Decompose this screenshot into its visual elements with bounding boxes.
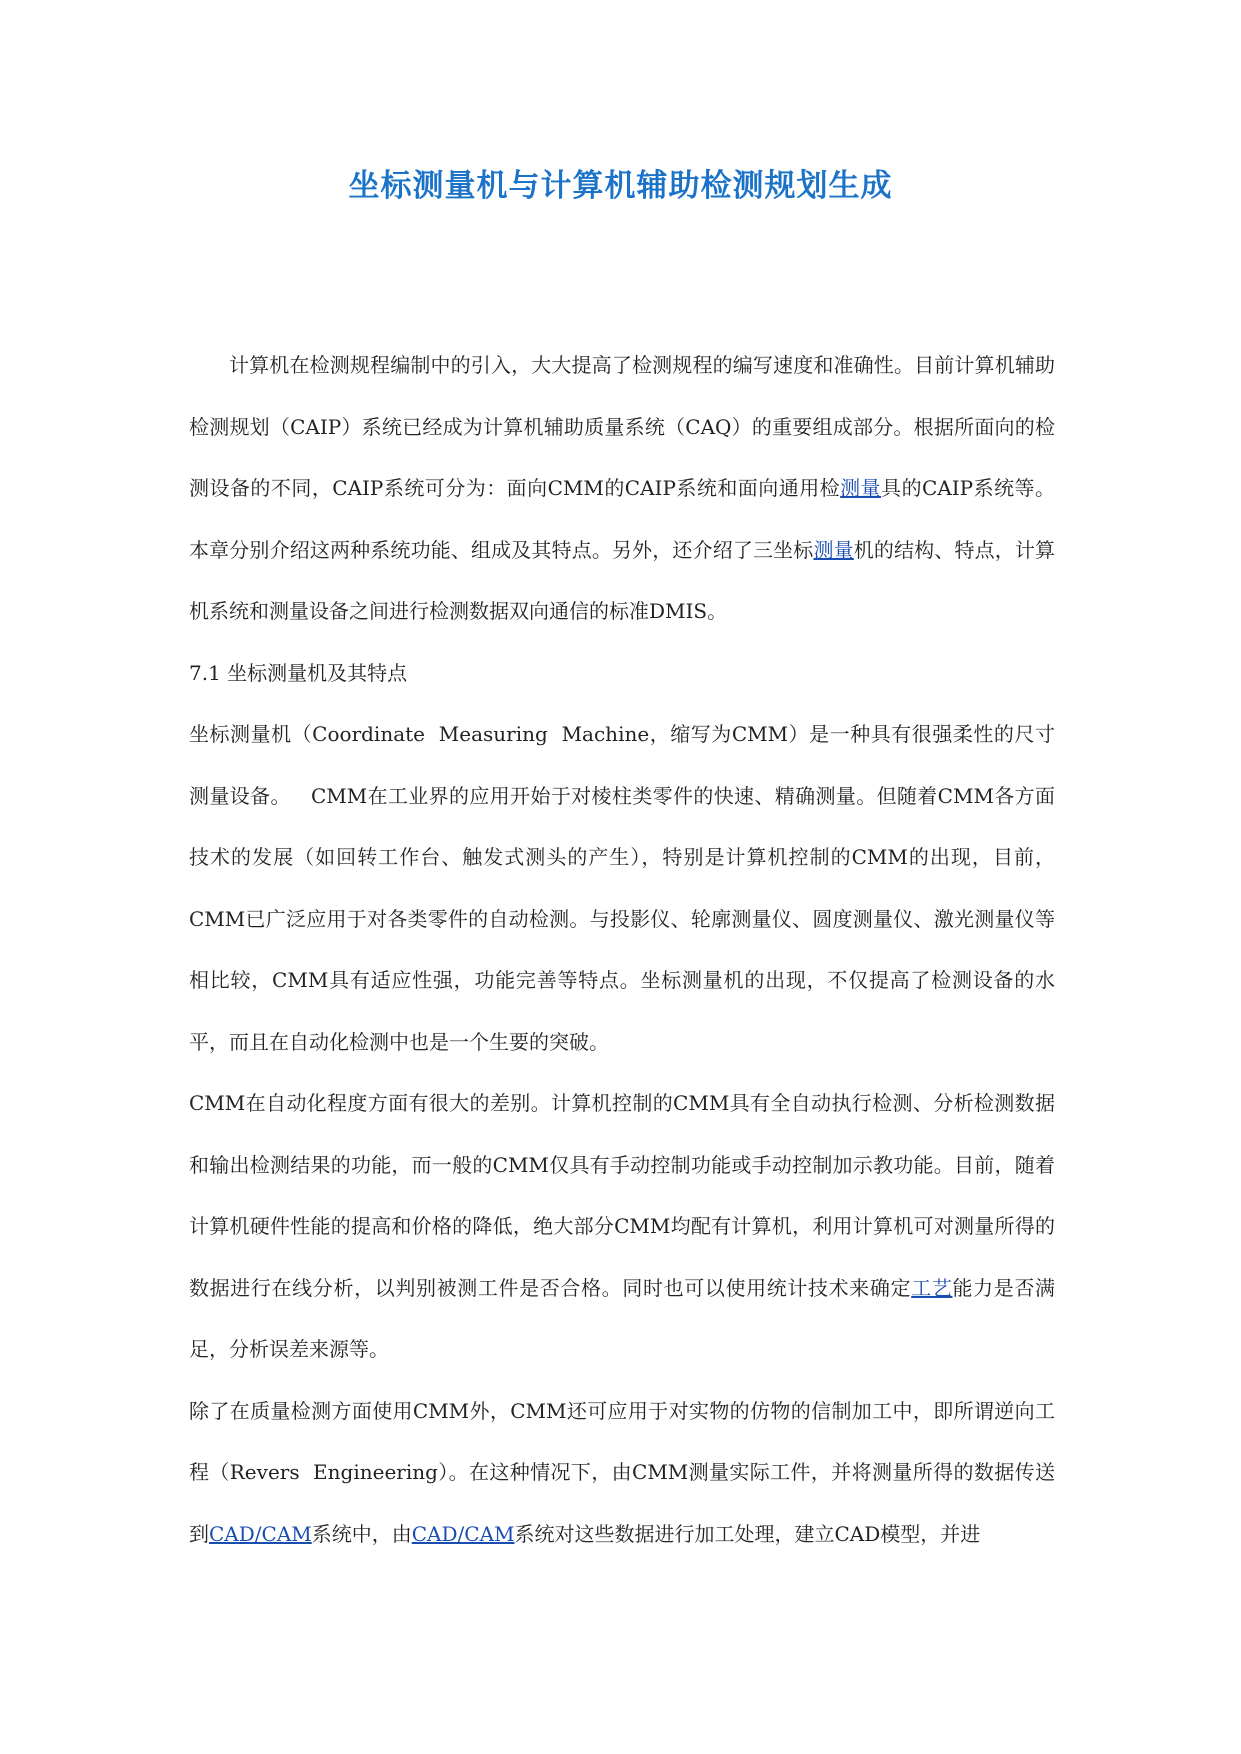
page-title: 坐标测量机与计算机辅助检测规划生成: [348, 168, 893, 204]
text-run: 系统对这些数据进行加工处理，建立CAD模型，并进: [514, 1521, 981, 1546]
paragraph-cmm-automation: [189, 1073, 1055, 1381]
link-measurement-2[interactable]: 测量: [813, 537, 854, 562]
text-run: 能力是否满足，分析误差来源等。: [189, 1275, 1056, 1361]
link-cad-cam[interactable]: CAD/CAM: [209, 1521, 312, 1546]
text-run: 系统中，由: [311, 1521, 412, 1546]
text-run: 机的结构、特点，计算机系统和测量设备之间进行检测数据双向通信的标准DMIS。: [189, 537, 1056, 623]
paragraph-cmm-definition: 坐标测量机（Coordinate Measuring Machine，缩写为CMM）是一种具有很强柔性的尺寸测量设备。 CMM在工业界的应用开始于对棱柱类零件的快速、精确测量。但随着CMM各方面技术的发展（如回转工作台、触发式测头的产生），特别是计算机控制的CMM的出现，目前，CMM已广泛应用于对各类零件的自动检测。与投影仪、轮廓测量仪、圆度测量仪、激光测量仪等相比较，CMM具有适应性强，功能完善等特点。坐标测量机的出现，不仅提高了检测设备的水平，而且在自动化检测中也是一个生要的突破。: [189, 722, 1055, 1054]
paragraph-reverse-engineering: [189, 1381, 1055, 1566]
document-body: [189, 335, 1055, 1565]
link-cad-cam-2[interactable]: CAD/CAM: [411, 1521, 515, 1546]
text-run: 计算机在检测规程编制中的引入，大大提高了检测规程的编写速度和准确性。目前计算机辅助检测规划（CAIP）系统已经成为计算机辅助质量系统（CAQ）的重要组成部分。根据所面向的检测设备的不同，CAIP系统可分为：面向CMM的CAIP系统和面向通用检: [189, 353, 1055, 500]
paragraph-intro: [189, 335, 1055, 643]
link-process[interactable]: 工艺: [911, 1275, 953, 1300]
section-heading-7-1: 7.1 坐标测量机及其特点: [189, 660, 408, 685]
text-run: CMM在自动化程度方面有很大的差别。计算机控制的CMM具有全自动执行检测、分析检测数据和输出检测结果的功能，而一般的CMM仅具有手动控制功能或手动控制加示教功能。目前，随着计算机硬件性能的提高和价格的降低，绝大部分CMM均配有计算机，利用计算机可对测量所得的数据进行在线分析，以判别被测工件是否合格。同时也可以使用统计技术来确定: [189, 1091, 1055, 1300]
text-run: 除了在质量检测方面使用CMM外，CMM还可应用于对实物的仿物的信制加工中，即所谓逆向工程（Revers Engineering）。在这种情况下，由CMM测量实际工件，并将测量所得的数据传送到: [189, 1398, 1055, 1546]
text-run: 具的CAIP系统等。本章分别介绍这两种系统功能、组成及其特点。另外，还介绍了三坐标: [189, 476, 1056, 562]
link-measurement[interactable]: 测量: [840, 476, 882, 500]
